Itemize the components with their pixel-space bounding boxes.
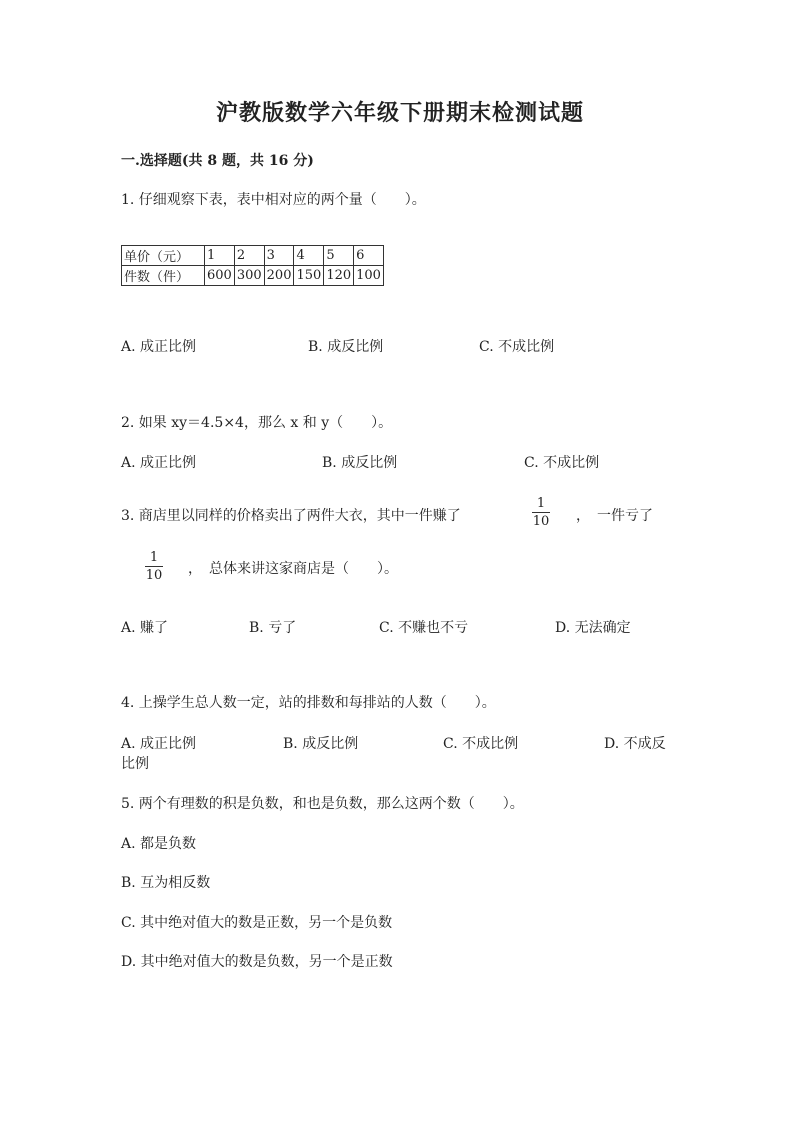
option-d-continued: 比例 (121, 756, 149, 772)
fraction-numerator: 1 (536, 496, 546, 511)
fraction-bar (145, 566, 163, 567)
question-3-part-3: ， 总体来讲这家商店是（ ）。 (188, 561, 398, 577)
table-cell: 3 (264, 246, 294, 266)
question-3-part-1: 3. 商店里以同样的价格卖出了两件大衣，其中一件赚了 (121, 508, 461, 524)
price-quantity-table (121, 245, 384, 286)
table-cell: 600 (205, 266, 235, 286)
option-b: B. 互为相反数 (121, 875, 211, 891)
question-3-part-2: ， 一件亏了 (576, 508, 653, 524)
table-cell: 150 (294, 266, 324, 286)
option-a: A. 成正比例 (121, 339, 197, 355)
table-cell: 2 (234, 246, 264, 266)
option-c: C. 其中绝对值大的数是正数，另一个是负数 (121, 915, 393, 931)
option-b: B. 成反比例 (308, 339, 384, 355)
fraction-bar (532, 512, 550, 513)
option-b: B. 成反比例 (322, 455, 398, 471)
question-2: 2. 如果 xy＝4.5×4，那么 x 和 y（ ）。 (121, 415, 393, 431)
option-a: A. 成正比例 (121, 455, 197, 471)
table-row (122, 266, 384, 286)
fraction-one-tenth (145, 550, 163, 583)
table-cell: 300 (234, 266, 264, 286)
fraction-denominator: 10 (532, 514, 550, 529)
option-d: D. 不成反 (604, 736, 666, 752)
table-cell: 100 (354, 266, 384, 286)
table-cell: 件数（件） (122, 266, 205, 286)
option-d: D. 无法确定 (555, 620, 631, 636)
table-cell: 120 (324, 266, 354, 286)
option-a: A. 赚了 (121, 620, 169, 636)
table-cell: 200 (264, 266, 294, 286)
table-cell: 1 (205, 246, 235, 266)
table-row (122, 246, 384, 266)
option-a: A. 成正比例 (121, 736, 197, 752)
question-5: 5. 两个有理数的积是负数，和也是负数，那么这两个数（ ）。 (121, 796, 524, 812)
option-b: B. 成反比例 (283, 736, 359, 752)
option-a: A. 都是负数 (121, 836, 197, 852)
fraction-numerator: 1 (149, 550, 159, 565)
fraction-one-tenth (532, 496, 550, 529)
table-cell: 5 (324, 246, 354, 266)
question-4: 4. 上操学生总人数一定，站的排数和每排站的人数（ ）。 (121, 695, 496, 711)
question-1: 1. 仔细观察下表，表中相对应的两个量（ ）。 (121, 192, 426, 208)
table-cell: 6 (354, 246, 384, 266)
fraction-denominator: 10 (145, 568, 163, 583)
option-d: D. 其中绝对值大的数是负数，另一个是正数 (121, 954, 393, 970)
option-c: C. 不赚也不亏 (379, 620, 469, 636)
option-b: B. 亏了 (249, 620, 297, 636)
table-cell: 4 (294, 246, 324, 266)
section-heading: 一.选择题(共 8 题，共 16 分) (121, 153, 314, 169)
table-cell: 单价（元） (122, 246, 205, 266)
option-c: C. 不成比例 (443, 736, 519, 752)
page-title: 沪教版数学六年级下册期末检测试题 (215, 100, 584, 126)
option-c: C. 不成比例 (524, 455, 600, 471)
option-c: C. 不成比例 (479, 339, 555, 355)
